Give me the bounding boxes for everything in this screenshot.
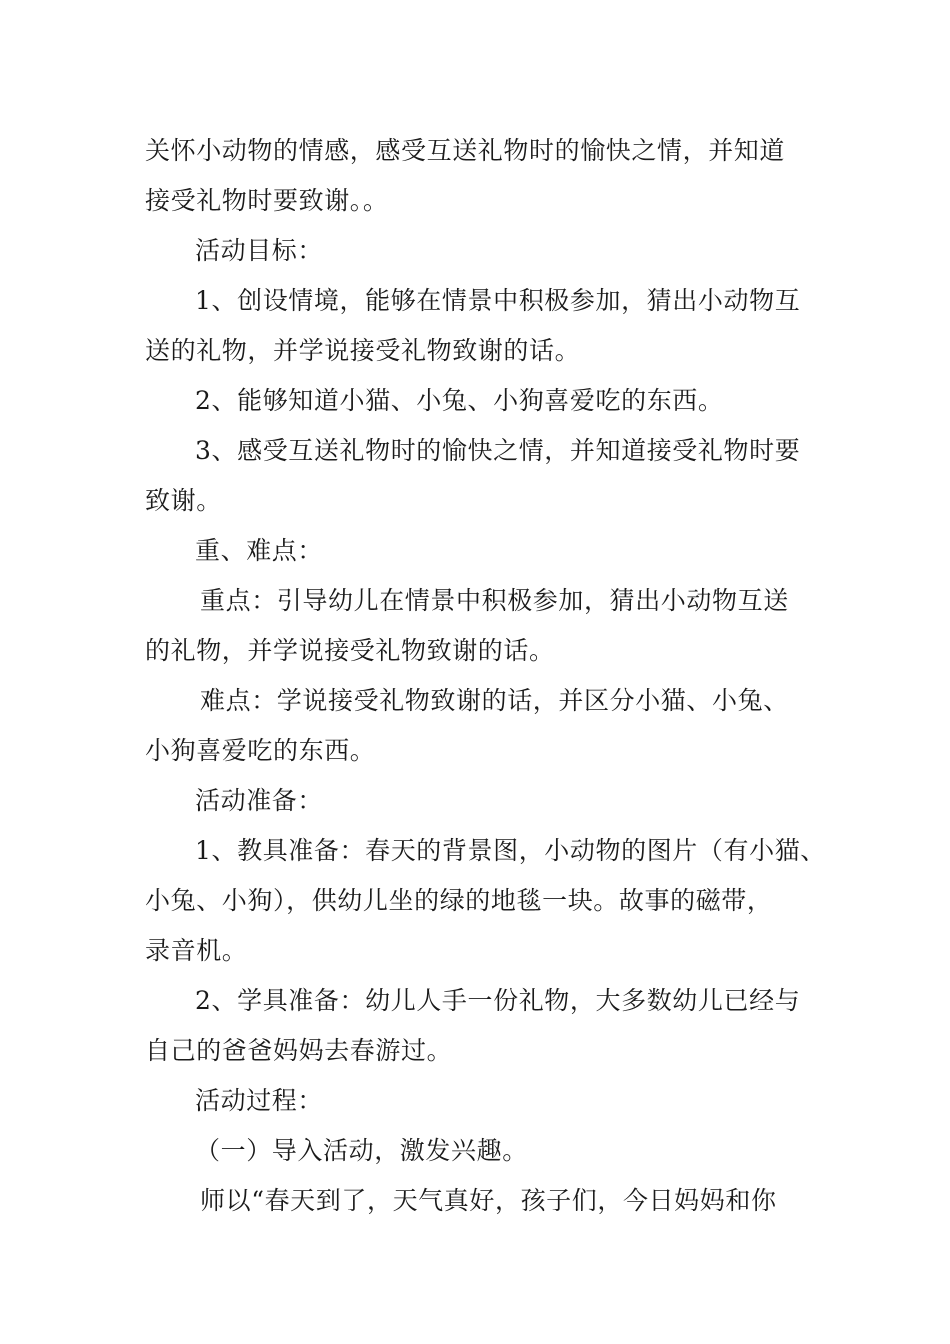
paragraph-line: 的礼物，并学说接受礼物致谢的话。 bbox=[145, 636, 555, 665]
section-heading: 活动目标： bbox=[195, 236, 324, 265]
paragraph-line: 2、学具准备：幼儿人手一份礼物，大多数幼儿已经与 bbox=[195, 986, 801, 1015]
paragraph-line: 难点：学说接受礼物致谢的话，并区分小猫、小兔、 bbox=[200, 686, 789, 715]
section-heading: 活动准备： bbox=[195, 786, 324, 815]
paragraph-line: 自己的爸爸妈妈去春游过。 bbox=[145, 1036, 453, 1065]
section-heading: 重、难点： bbox=[195, 536, 324, 565]
paragraph-line: 录音机。 bbox=[145, 936, 248, 965]
paragraph-line: 关怀小动物的情感，感受互送礼物时的愉快之情，并知道 bbox=[145, 136, 786, 165]
paragraph-line: 重点：引导幼儿在情景中积极参加，猜出小动物互送 bbox=[200, 586, 789, 615]
paragraph-line: 小兔、小狗），供幼儿坐的绿的地毯一块。故事的磁带， bbox=[145, 886, 773, 915]
paragraph-line: 1、教具准备：春天的背景图，小动物的图片（有小猫、 bbox=[195, 836, 826, 865]
paragraph-line: 1、创设情境，能够在情景中积极参加，猜出小动物互 bbox=[195, 286, 801, 315]
section-heading: 活动过程： bbox=[195, 1086, 324, 1115]
paragraph-line: 小狗喜爱吃的东西。 bbox=[145, 736, 376, 765]
paragraph-line: 3、感受互送礼物时的愉快之情，并知道接受礼物时要 bbox=[195, 436, 801, 465]
paragraph-line: 师以“春天到了，天气真好，孩子们，今日妈妈和你 bbox=[200, 1186, 777, 1215]
paragraph-line: 送的礼物，并学说接受礼物致谢的话。 bbox=[145, 336, 581, 365]
paragraph-line: 2、能够知道小猫、小兔、小狗喜爱吃的东西。 bbox=[195, 386, 724, 415]
paragraph-line: 致谢。 bbox=[145, 486, 222, 515]
paragraph-line: （一）导入活动，激发兴趣。 bbox=[195, 1136, 528, 1165]
paragraph-line: 接受礼物时要致谢。。 bbox=[145, 186, 389, 215]
